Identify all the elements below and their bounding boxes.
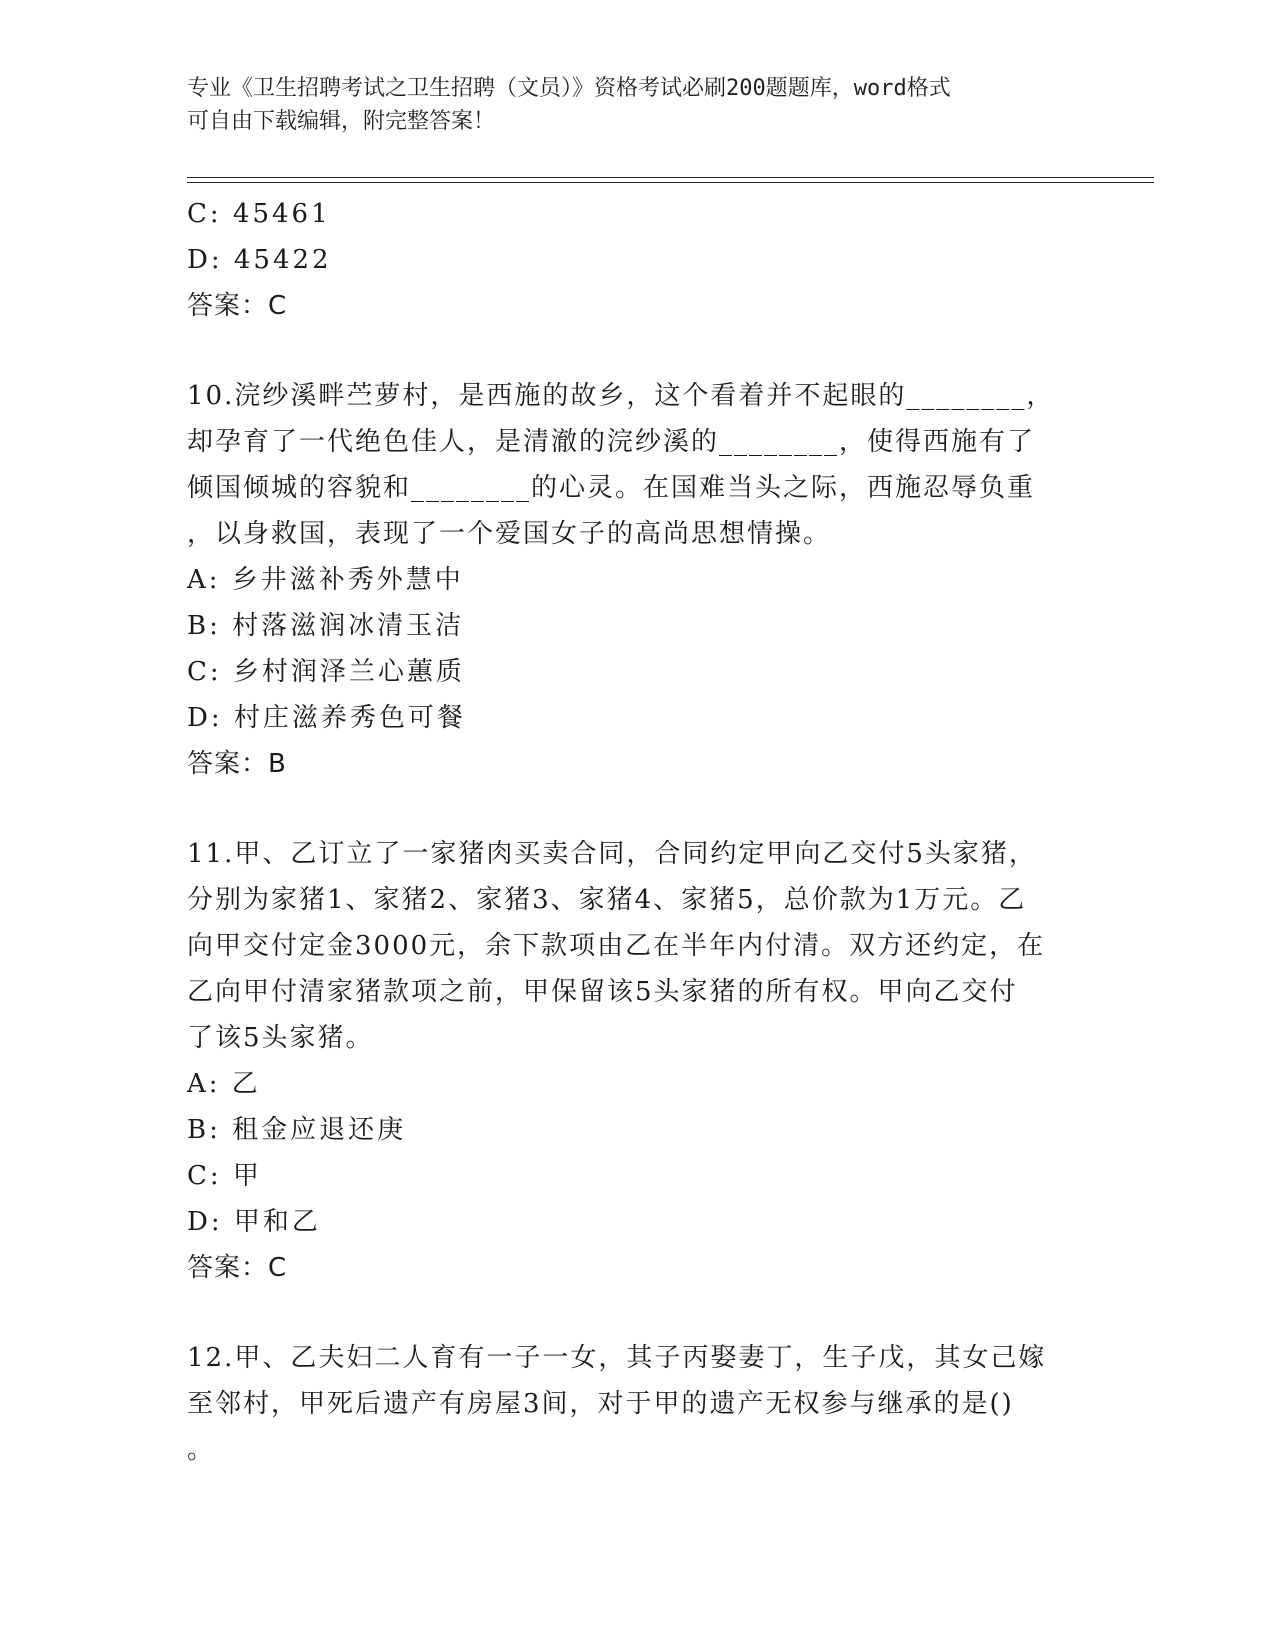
header-line-2: 可自由下载编辑，附完整答案！	[187, 109, 496, 134]
answer-line: 答案：B	[187, 749, 287, 779]
option-b: B: 村落滋润冰清玉洁	[187, 611, 465, 641]
question-text-line: 了该5头家猪。	[187, 1023, 374, 1053]
question-10	[187, 373, 1087, 787]
page-header	[187, 72, 1067, 138]
option-a: A: 乡井滋补秀外慧中	[187, 565, 464, 595]
question-text-line: 12.甲、乙夫妇二人育有一子一女，其子丙娶妻丁，生子戊，其女己嫁	[187, 1343, 1047, 1373]
option-d: D: 村庄滋养秀色可餐	[187, 703, 466, 733]
option-c: C: 45461	[187, 199, 331, 229]
question-text-line: 。	[187, 1435, 216, 1465]
question-text-line: 10.浣纱溪畔苎萝村，是西施的故乡，这个看着并不起眼的________，	[187, 381, 1055, 411]
question-text-line: ，以身救国，表现了一个爱国女子的高尚思想情操。	[187, 519, 832, 549]
option-b: B: 租金应退还庚	[187, 1115, 407, 1145]
header-rule-top	[187, 177, 1154, 178]
header-rule-bottom	[187, 182, 1154, 183]
question-12	[187, 1335, 1087, 1473]
answer-line: 答案：C	[187, 291, 288, 321]
question-text-line: 至邻村，甲死后遗产有房屋3间，对于甲的遗产无权参与继承的是()	[187, 1389, 1014, 1419]
option-d: D: 甲和乙	[187, 1207, 321, 1237]
option-d: D: 45422	[187, 245, 332, 275]
question-text-line: 乙向甲付清家猪款项之前，甲保留该5头家猪的所有权。甲向乙交付	[187, 977, 1018, 1007]
question-text-line: 却孕育了一代绝色佳人，是清澈的浣纱溪的________，使得西施有了	[187, 427, 1036, 457]
question-text-line: 向甲交付定金3000元，余下款项由乙在半年内付清。双方还约定，在	[187, 931, 1046, 961]
option-a: A: 乙	[187, 1069, 261, 1099]
question-text-line: 倾国倾城的容貌和________的心灵。在国难当头之际，西施忍辱负重	[187, 473, 1036, 503]
question-text-line: 分别为家猪1、家猪2、家猪3、家猪4、家猪5，总价款为1万元。乙	[187, 885, 1027, 915]
header-line-1: 专业《卫生招聘考试之卫生招聘（文员）》资格考试必刷200题题库，word格式	[187, 76, 951, 101]
prev-question-options	[187, 191, 1087, 283]
question-11	[187, 831, 1087, 1291]
answer-line: 答案：C	[187, 1253, 288, 1283]
option-c: C: 乡村润泽兰心蕙质	[187, 657, 465, 687]
question-text-line: 11.甲、乙订立了一家猪肉买卖合同，合同约定甲向乙交付5头家猪，	[187, 839, 1037, 869]
option-c: C: 甲	[187, 1161, 262, 1191]
question-body	[187, 191, 1087, 1473]
